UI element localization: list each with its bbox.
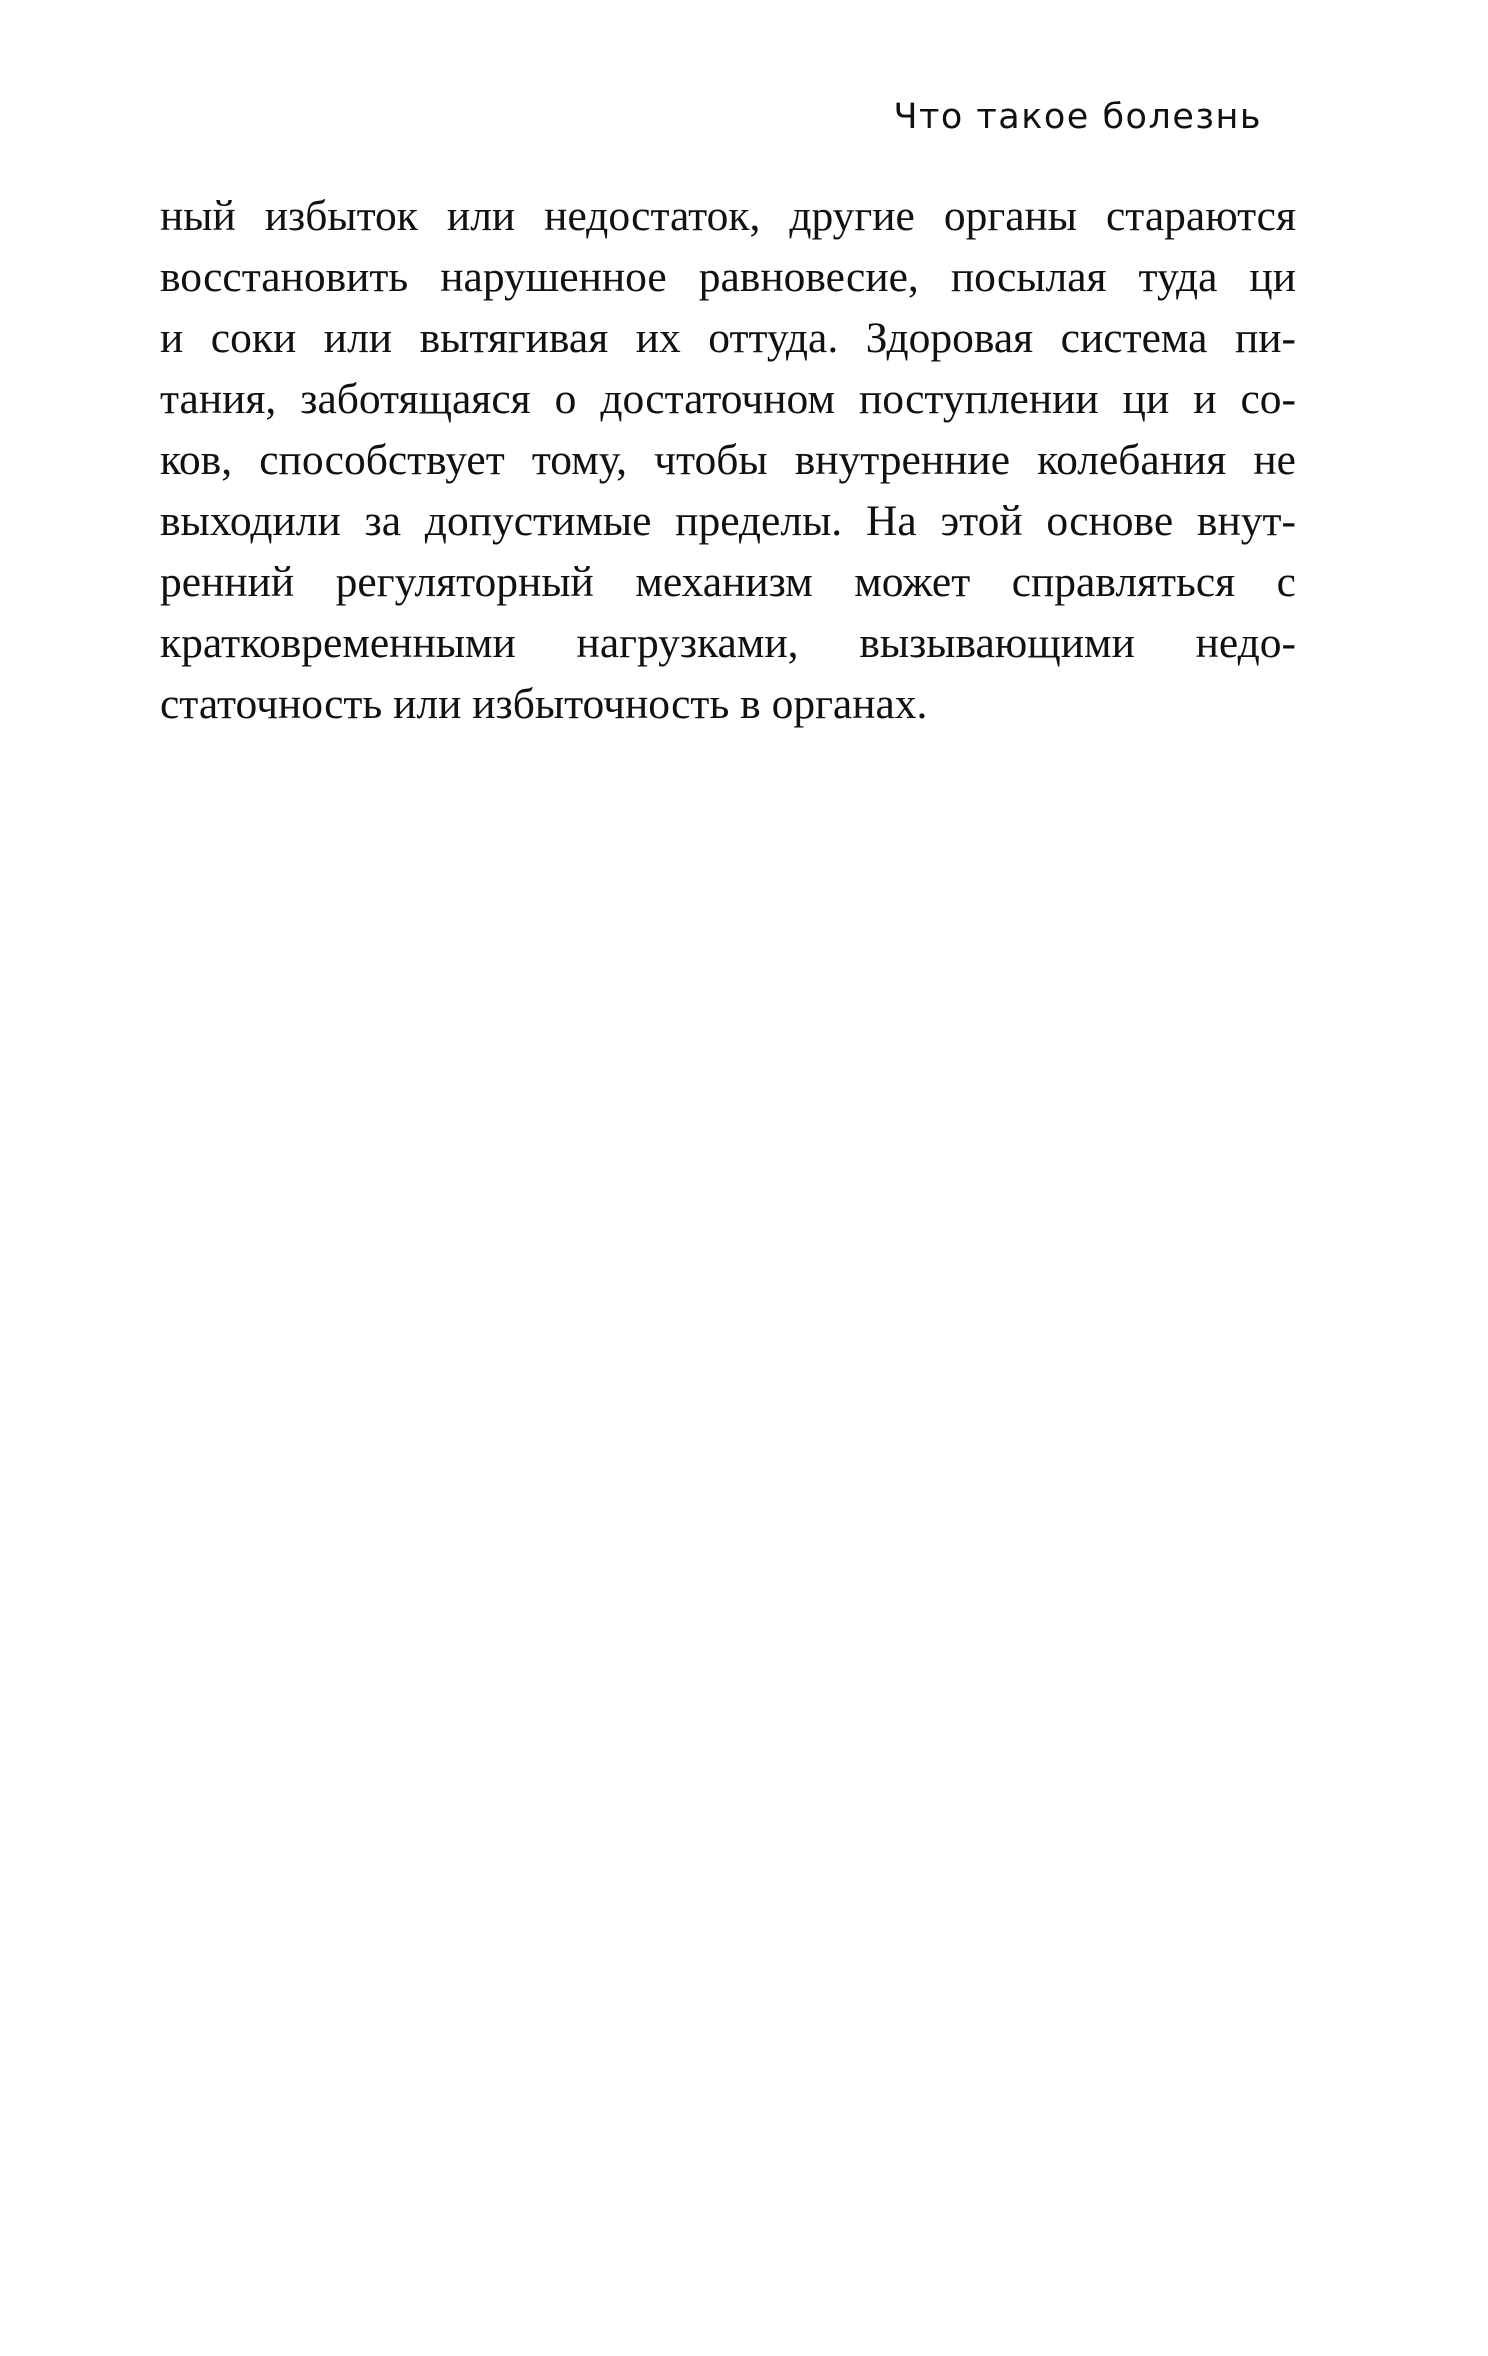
text-line: кратковременными нагрузками, вызывающими недо- [160, 619, 1296, 667]
text-line: восстановить нарушенное равновесие, посылая туда ци [160, 253, 1296, 301]
text-line: и соки или вытягивая их оттуда. Здоровая система пи- [160, 314, 1296, 362]
text-line: выходили за допустимые пределы. На этой основе внут- [160, 497, 1296, 545]
text-line: ренний регуляторный механизм может справляться с [160, 558, 1296, 606]
text-line: ков, способствует тому, чтобы внутренние колебания не [160, 436, 1296, 484]
body-paragraph [160, 186, 1296, 735]
running-header: Что такое болезнь [893, 97, 1262, 137]
text-line: тания, заботящаяся о достаточном поступлении ци и со- [160, 375, 1296, 423]
text-line: статочность или избыточность в органах. [160, 680, 928, 728]
text-line: ный избыток или недостаток, другие органы стараются [160, 192, 1296, 240]
